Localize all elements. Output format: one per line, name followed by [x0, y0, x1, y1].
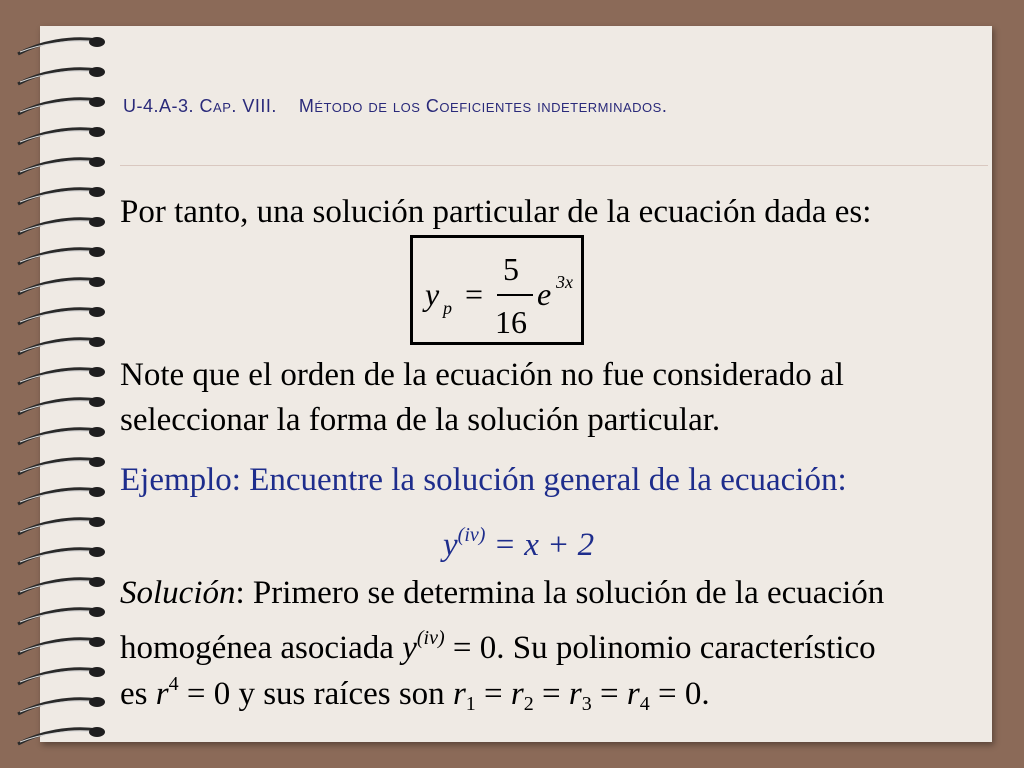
binding-ring	[18, 187, 105, 204]
formula-numerator: 5	[503, 251, 519, 287]
binding-ring	[18, 127, 105, 144]
spiral-binding	[0, 0, 120, 768]
solution-line-2	[120, 618, 876, 669]
root-op: =	[475, 676, 511, 712]
slide-header	[123, 96, 667, 117]
root-op: =	[533, 676, 569, 712]
binding-ring	[18, 337, 105, 354]
root-r: r	[626, 676, 640, 712]
binding-ring	[18, 397, 105, 414]
binding-ring	[18, 307, 105, 324]
root-sub: 4	[639, 693, 650, 715]
formula-exponent: 3x	[556, 272, 573, 292]
solution-line3-pow: 4	[168, 673, 179, 695]
example-eq-sup: (iv)	[457, 524, 486, 546]
solution-line3-r: r	[155, 676, 169, 712]
binding-ring	[18, 427, 105, 444]
note-line-1: Note que el orden de la ecuación no fue considerado al	[120, 357, 844, 393]
binding-ring	[18, 517, 105, 534]
solution-line2-sup: (iv)	[416, 627, 445, 649]
formula-denominator: 16	[495, 304, 527, 340]
example-text: Ejemplo: Encuentre la solución general de la ecuación:	[120, 462, 847, 498]
solution-line3-mid: = 0 y sus raíces son	[178, 676, 453, 712]
binding-ring	[18, 667, 105, 684]
binding-ring	[18, 487, 105, 504]
solution-line2-start: homogénea asociada	[120, 630, 403, 666]
header-divider	[120, 165, 988, 166]
binding-ring	[18, 607, 105, 624]
note-line-2: seleccionar la forma de la solución particular.	[120, 402, 721, 438]
example-eq-y: y	[443, 527, 458, 563]
binding-ring	[18, 67, 105, 84]
binding-ring	[18, 277, 105, 294]
solution-line2-rest: = 0. Su polinomio característico	[444, 630, 876, 666]
roots-list	[452, 676, 685, 715]
formula-equals: =	[465, 276, 484, 312]
intro-line: Por tanto, una solución particular de la ecuación dada es:	[120, 194, 872, 230]
binding-ring	[18, 217, 105, 234]
solution-line3-end: 0.	[684, 676, 710, 712]
formula-lhs-sub: p	[443, 298, 452, 318]
boxed-formula	[410, 235, 584, 345]
example-eq-rhs: = x + 2	[493, 527, 595, 563]
root-op: =	[649, 676, 685, 712]
header-title: Método de los Coeficientes indeterminados.	[298, 96, 668, 116]
root-sub: 2	[523, 693, 534, 715]
solution-line-3	[120, 664, 710, 725]
solution-line-1	[120, 573, 884, 614]
formula-lhs: y	[425, 276, 440, 312]
root-r: r	[568, 676, 582, 712]
binding-ring	[18, 367, 105, 384]
binding-ring	[18, 577, 105, 594]
binding-ring	[18, 157, 105, 174]
solution-line3-start: es	[120, 676, 156, 712]
root-sub: 3	[581, 693, 592, 715]
root-op: =	[591, 676, 627, 712]
root-r: r	[452, 676, 466, 712]
solution-line1-rest: : Primero se determina la solución de la ecuación	[235, 575, 885, 611]
header-code: U-4.A-3. Cap. VIII.	[123, 96, 277, 116]
example-equation	[443, 515, 594, 566]
binding-ring	[18, 697, 105, 714]
formula-base: e	[537, 276, 552, 312]
binding-ring	[18, 637, 105, 654]
binding-ring	[18, 97, 105, 114]
solution-label: Solución	[120, 575, 236, 611]
binding-ring	[18, 727, 105, 744]
binding-ring	[18, 547, 105, 564]
root-r: r	[510, 676, 524, 712]
binding-ring	[18, 37, 105, 54]
binding-ring	[18, 247, 105, 264]
binding-ring	[18, 457, 105, 474]
solution-line2-y: y	[402, 630, 417, 666]
root-sub: 1	[465, 693, 476, 715]
